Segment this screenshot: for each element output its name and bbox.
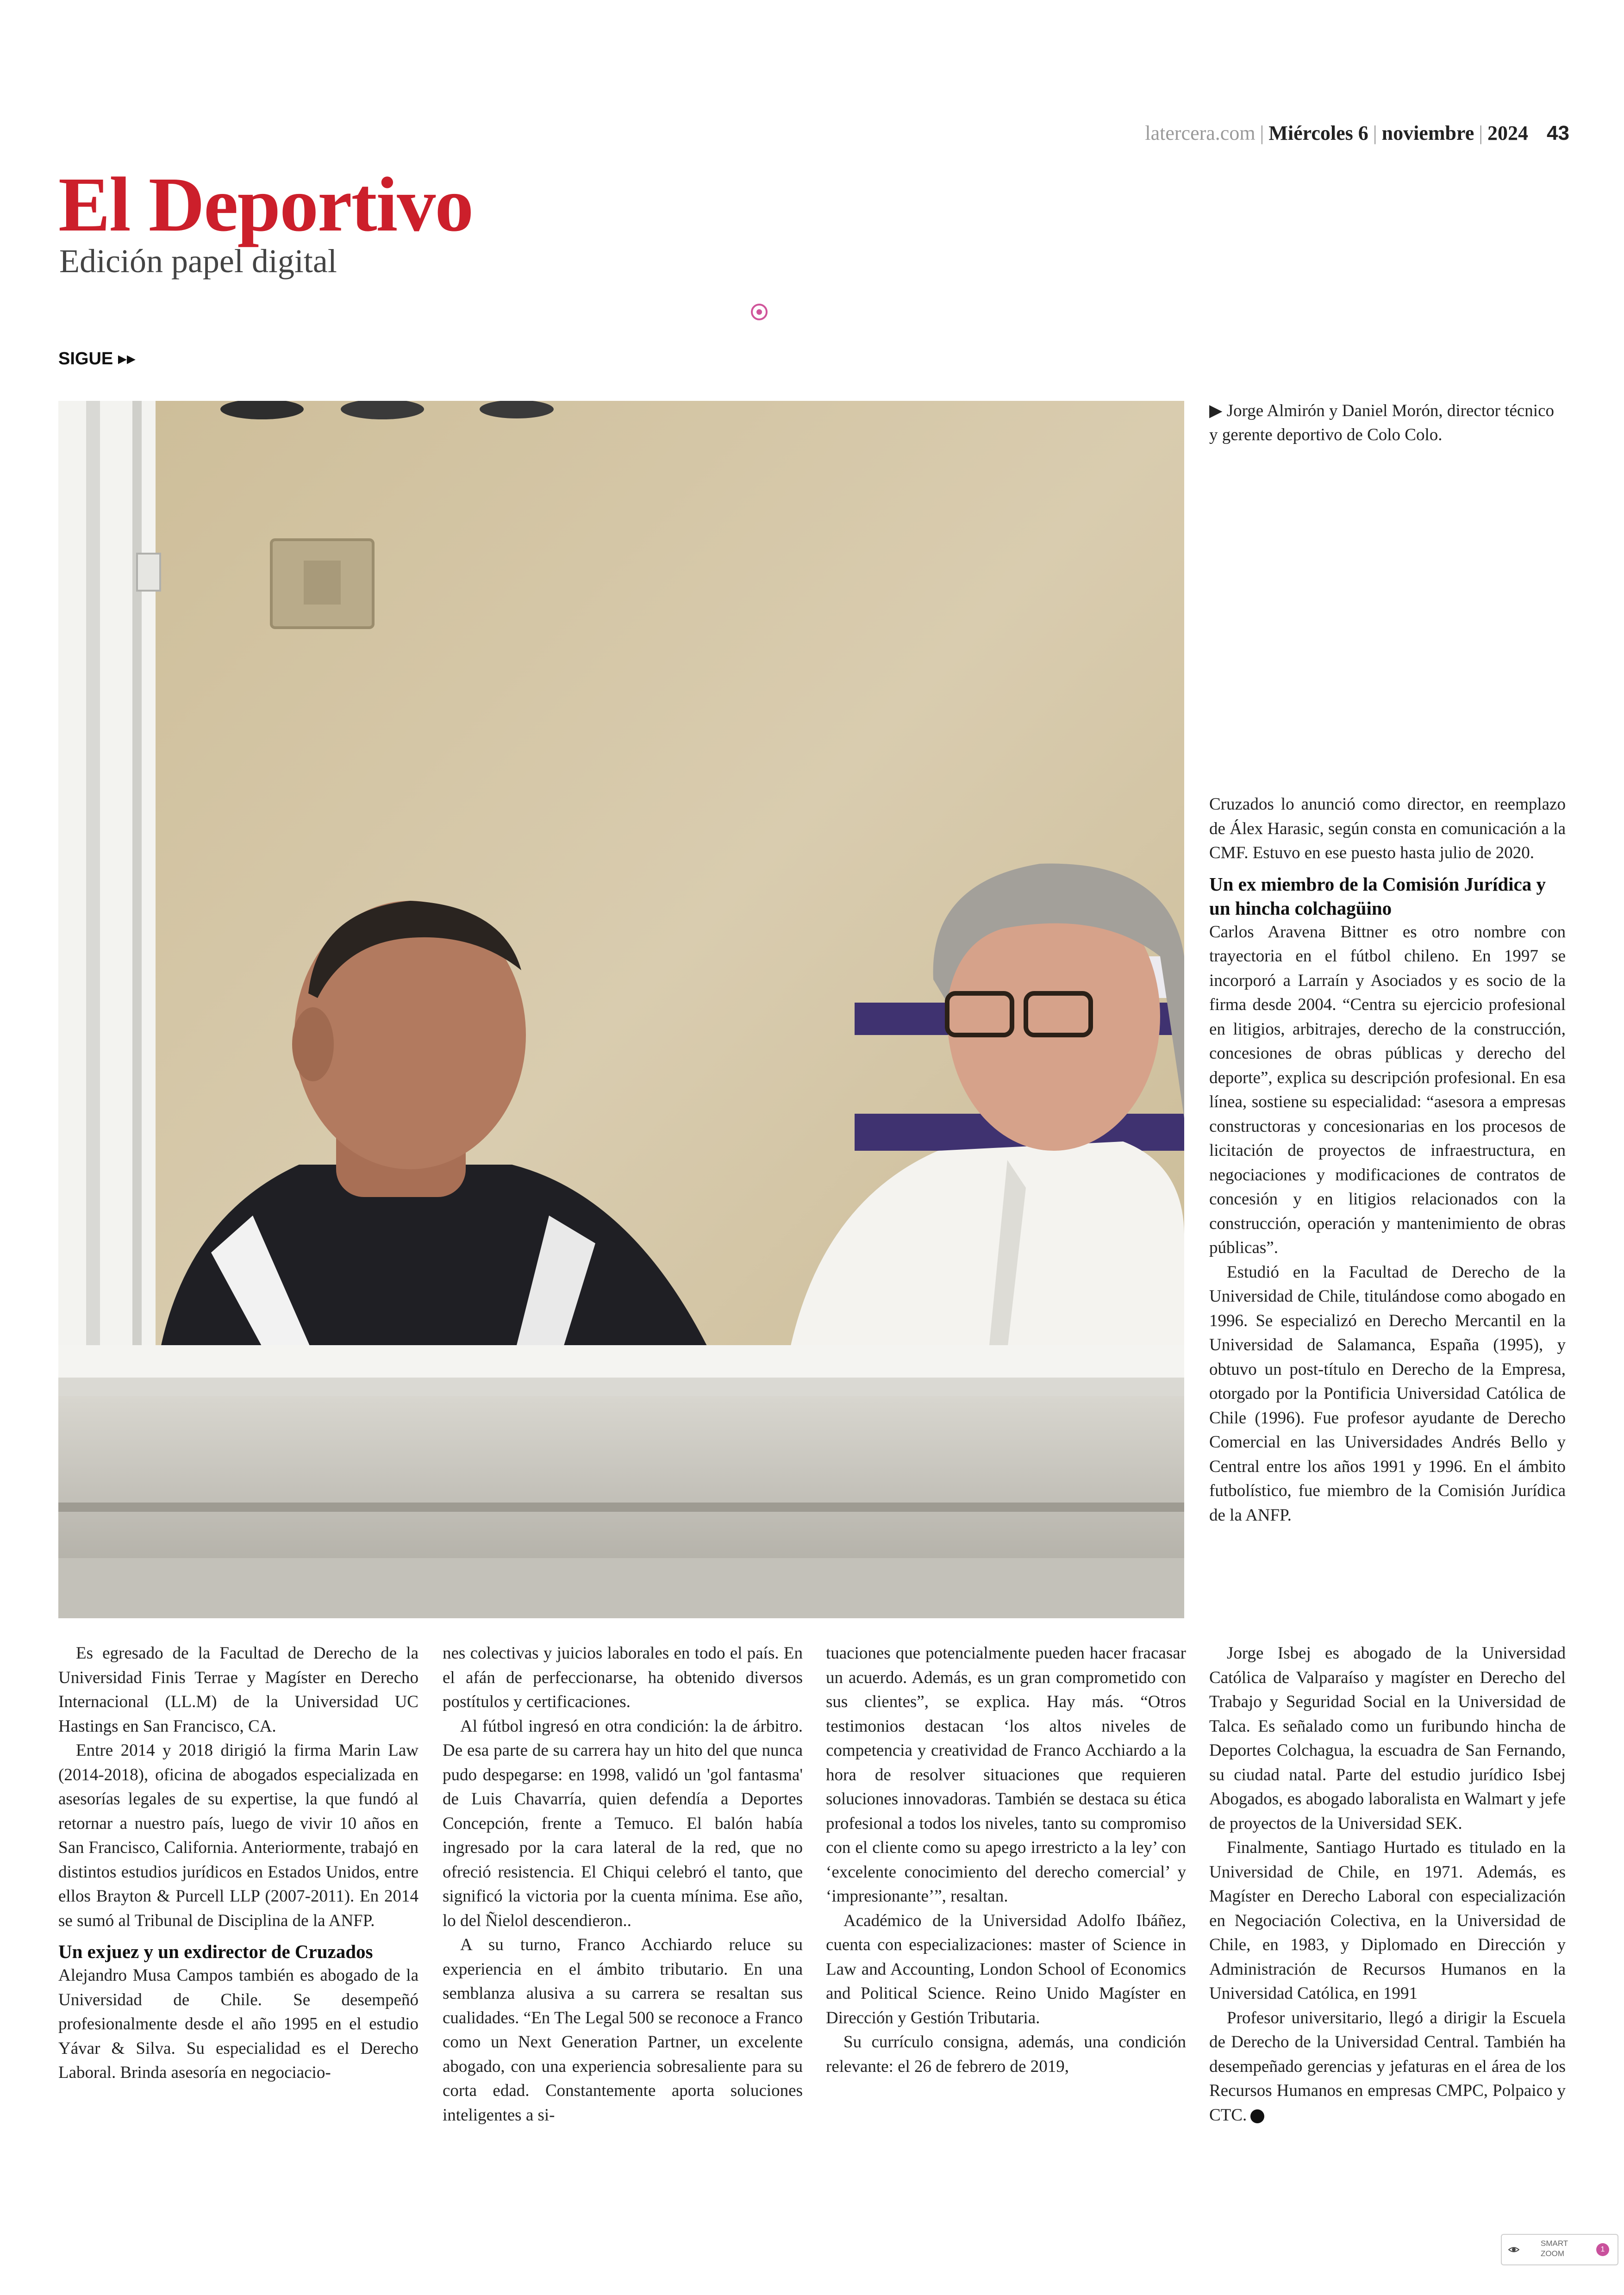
- paragraph: Carlos Aravena Bittner es otro nombre con trayectoria en el fútbol chileno. En 1997 se incorporó a Larraín y Asociados y es socio de la firma desde 2004. “Centra su ejercicio profesional en litigios, arbitrajes, derecho de la construcción, concesiones de obras públicas y derecho del deporte”, explica su descripción profesional. En esa línea, sostiene su especialidad: “asesora a empresas constructoras y concesionarias en los procesos de licitación de proyectos de infraestructura, en negociaciones y modificaciones de contratos de concesión y en litigios relacionados con la construcción, operación y mantenimiento de obras públicas”.: [1209, 922, 1566, 1257]
- year: 2024: [1487, 122, 1529, 144]
- paragraph: A su turno, Franco Acchiardo reluce su experiencia en el ámbito tributario. En una semblanza alusiva a su carrera se resaltan sus cualidades. “En The Legal 500 se reconoce a Franco como un Next Generation Partner, un excelente abogado, con una experiencia sobresaliente para su corta edad. Constantemente aporta soluciones inteligentes a si-: [443, 1935, 803, 2125]
- photo-illustration: [58, 401, 1184, 1618]
- section-heading: Un exjuez y un exdirector de Cruzados: [58, 1941, 373, 1962]
- article-photo: [58, 401, 1184, 1618]
- paragraph: Jorge Isbej es abogado de la Universidad Católica de Valparaíso y magíster en Derecho del Trabajo y Seguridad Social en la Universidad de Talca. Es señalado como un furibundo hincha de Deportes Colchagua, la escuadra de San Fernando, su ciudad natal. Parte del estudio jurídico Isbej Abogados, es abogado laboralista en Walmart y jefe de proyectos de la Universidad SEK.: [1209, 1644, 1566, 1833]
- paragraph: Finalmente, Santiago Hurtado es titulado en la Universidad de Chile, en 1971. Además, es Magíster en Derecho Laboral con especialización en Negociación Colectiva, en la Universidad de Chile, en 1983, y Diplomado en Dirección y Administración de Recursos Humanos en la Universidad Católica, en 1991: [1209, 1838, 1566, 2003]
- paragraph: Es egresado de la Facultad de Derecho de la Universidad Finis Terrae y Magíster en Derecho Internacional (LL.M) de la Universidad UC Hastings en San Francisco, CA.: [58, 1644, 418, 1736]
- section-heading: Un ex miembro de la Comisión Jurídica y un hincha colchagüino: [1209, 873, 1546, 919]
- weekday-day: Miércoles 6: [1268, 122, 1368, 144]
- end-of-article-icon: [1250, 2109, 1264, 2123]
- article-column-4-bottom: [1209, 1641, 1566, 2127]
- month: noviembre: [1381, 122, 1474, 144]
- article-column-2: [443, 1641, 803, 2127]
- smart-zoom-widget[interactable]: [1501, 2234, 1618, 2265]
- paragraph: Académico de la Universidad Adolfo Ibáñez, cuenta con especializaciones: master of Science in Law and Accounting, London School of Economics and Political Science. Reino Unido Magíster en Dirección y Gestión Tributaria.: [826, 1911, 1186, 2027]
- smart-zoom-line2: ZOOM: [1541, 2249, 1564, 2258]
- brand-subtitle: Edición papel digital: [59, 243, 337, 280]
- smart-zoom-label: [1541, 2239, 1596, 2259]
- smart-zoom-line1: SMART: [1541, 2239, 1568, 2248]
- paragraph: Al fútbol ingresó en otra condición: la de árbitro. De esa parte de su carrera hay un hito del que nunca pudo despegarse: en 1998, validó un 'gol fantasma' de Luis Chavarría, quien defendía a Deportes Concepción, frente a Temuco. El balón había ingresado por la cara lateral de la red, que no ofreció resistencia. El Chiqui celebró el tanto, que significó la victoria por la cuenta mínima. Ese año, lo del Ñielol descendieron..: [443, 1716, 803, 1930]
- sigue-text: SIGUE: [58, 349, 113, 368]
- eye-icon: [1508, 2244, 1519, 2255]
- media-badge-icon[interactable]: [751, 304, 768, 320]
- paragraph: tuaciones que potencialmente pueden hacer fracasar un acuerdo. Además, es un gran comprometido con sus clientes”, se explica. Hay más. “Otros testimonios destacan ‘los altos niveles de competencia y creatividad de Franco Acchiardo a la hora de resolver situaciones que requieren soluciones innovadoras. También se destaca su ética profesional a todos los niveles, tanto su compromiso con el cliente como su apego irrestricto a la ley’ con ‘excelente conocimiento del derecho comercial’ y ‘impresionante’”, resaltan.: [826, 1644, 1186, 1906]
- photo-caption: [1209, 399, 1566, 447]
- paragraph: [1209, 2006, 1566, 2128]
- paragraph: Su currículo consigna, además, una condición relevante: el 26 de febrero de 2019,: [826, 2033, 1186, 2076]
- page-number: 43: [1547, 122, 1569, 144]
- article-column-1: [58, 1641, 418, 2085]
- paragraph: nes colectivas y juicios laborales en todo el país. En el afán de perfeccionarse, ha obtenido diversos postítulos y certificaciones.: [443, 1644, 803, 1711]
- brand-title: El Deportivo: [58, 162, 473, 248]
- paragraph: Estudió en la Facultad de Derecho de la Universidad de Chile, titulándose como abogado en 1996. Se especializó en Derecho Mercantil en la Universidad de Salamanca, España (1995), y obtuvo un post-título en Derecho de la Empresa, otorgado por la Pontificia Universidad Católica de Chile (1996). Fue profesor ayudante de Derecho Comercial en las Universidades Andrés Bello y Central entre los años 1991 y 1996. En el ámbito futbolístico, fue miembro de la Comisión Jurídica de la ANFP.: [1209, 1262, 1566, 1525]
- caption-text: Jorge Almirón y Daniel Morón, director técnico y gerente deportivo de Colo Colo.: [1209, 401, 1555, 444]
- article-column-3: [826, 1641, 1186, 2079]
- site-name: latercera.com: [1145, 122, 1255, 144]
- paragraph: Entre 2014 y 2018 dirigió la firma Marin Law (2014-2018), oficina de abogados especializada en asesorías legales de su expertise, la que fundó al retornar a nuestro país, luego de vivir 10 años en San Francisco, California. Anteriormente, trabajó en distintos estudios jurídicos en Estados Unidos, entre ellos Brayton & Purcell LLP (2007-2011). En 2014 se sumó al Tribunal de Disciplina de la ANFP.: [58, 1741, 418, 1930]
- date-line: latercera.com | Miércoles 6 | noviembre | 2024 43: [1145, 122, 1569, 144]
- paragraph: Alejandro Musa Campos también es abogado de la Universidad de Chile. Se desempeñó profesionalmente desde el año 1995 en el estudio Yávar & Silva. Su especialidad es el Derecho Laboral. Brinda asesoría en negociacio-: [58, 1966, 418, 2082]
- zoom-count-badge: 1: [1596, 2243, 1609, 2256]
- article-column-4-top: [1209, 792, 1566, 1528]
- caption-arrow-icon: ▶: [1209, 401, 1223, 420]
- double-arrow-icon: ▸▸: [118, 349, 136, 368]
- paragraph: Cruzados lo anunció como director, en reemplazo de Álex Harasic, según consta en comunicación a la CMF. Estuvo en ese puesto hasta julio de 2020.: [1209, 795, 1566, 862]
- paragraph-text: Profesor universitario, llegó a dirigir la Escuela de Derecho de la Universidad Central. También ha desempeñado gerencias y jefaturas en el área de los Recursos Humanos en empresas CMPC, Polpaico y CTC.: [1209, 2008, 1566, 2125]
- sigue-label: [58, 348, 136, 369]
